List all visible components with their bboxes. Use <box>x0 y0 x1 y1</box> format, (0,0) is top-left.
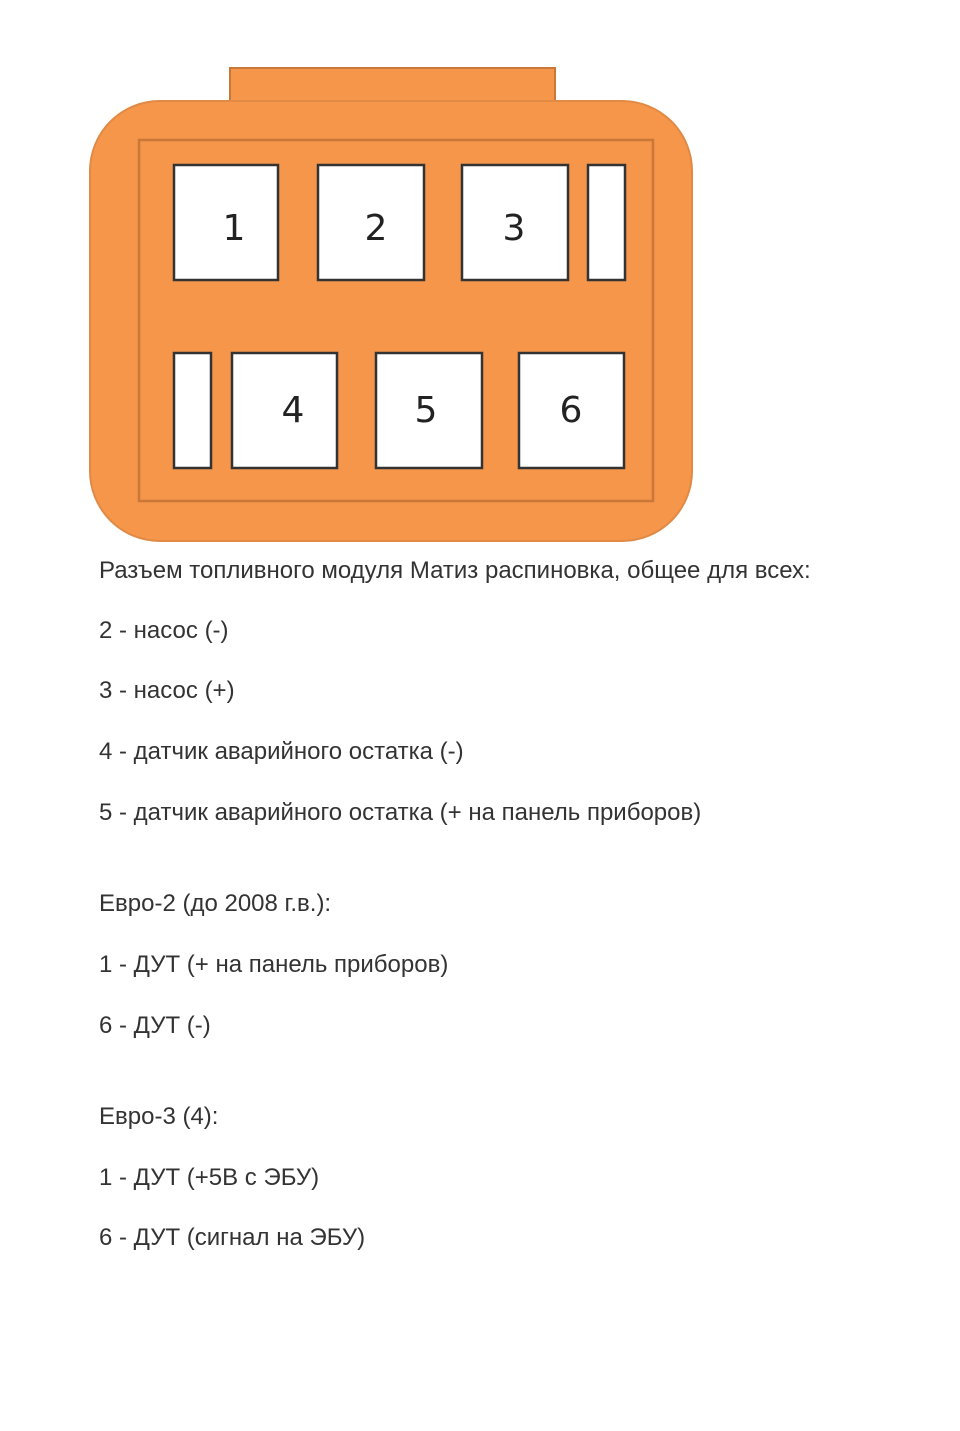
euro3-heading: Евро-3 (4): <box>99 1103 219 1130</box>
pin-3-label: 3 <box>502 208 526 249</box>
key-slot-bottom <box>174 353 211 468</box>
pinout-heading: Разъем топливного модуля Матиз распиновка, общее для всех: <box>99 557 811 584</box>
common-line-pin-4: 4 - датчик аварийного остатка (-) <box>99 738 464 765</box>
euro3-line-pin-1: 1 - ДУТ (+5В с ЭБУ) <box>99 1164 320 1191</box>
common-line-pin-5: 5 - датчик аварийного остатка (+ на панель приборов) <box>99 799 702 826</box>
connector-diagram <box>0 0 960 545</box>
euro2-line-pin-6: 6 - ДУТ (-) <box>99 1012 211 1039</box>
key-slot-top <box>588 165 625 280</box>
euro2-line-pin-1: 1 - ДУТ (+ на панель приборов) <box>99 951 449 978</box>
pin-1-label: 1 <box>222 208 246 249</box>
common-line-pin-2: 2 - насос (-) <box>99 617 229 644</box>
pin-6-label: 6 <box>559 390 583 431</box>
pin-5-label: 5 <box>414 390 438 431</box>
pin-2-label: 2 <box>364 208 388 249</box>
euro2-heading: Евро-2 (до 2008 г.в.): <box>99 890 332 917</box>
common-line-pin-3: 3 - насос (+) <box>99 677 235 704</box>
pin-4-label: 4 <box>281 390 305 431</box>
euro3-line-pin-6: 6 - ДУТ (сигнал на ЭБУ) <box>99 1224 366 1251</box>
